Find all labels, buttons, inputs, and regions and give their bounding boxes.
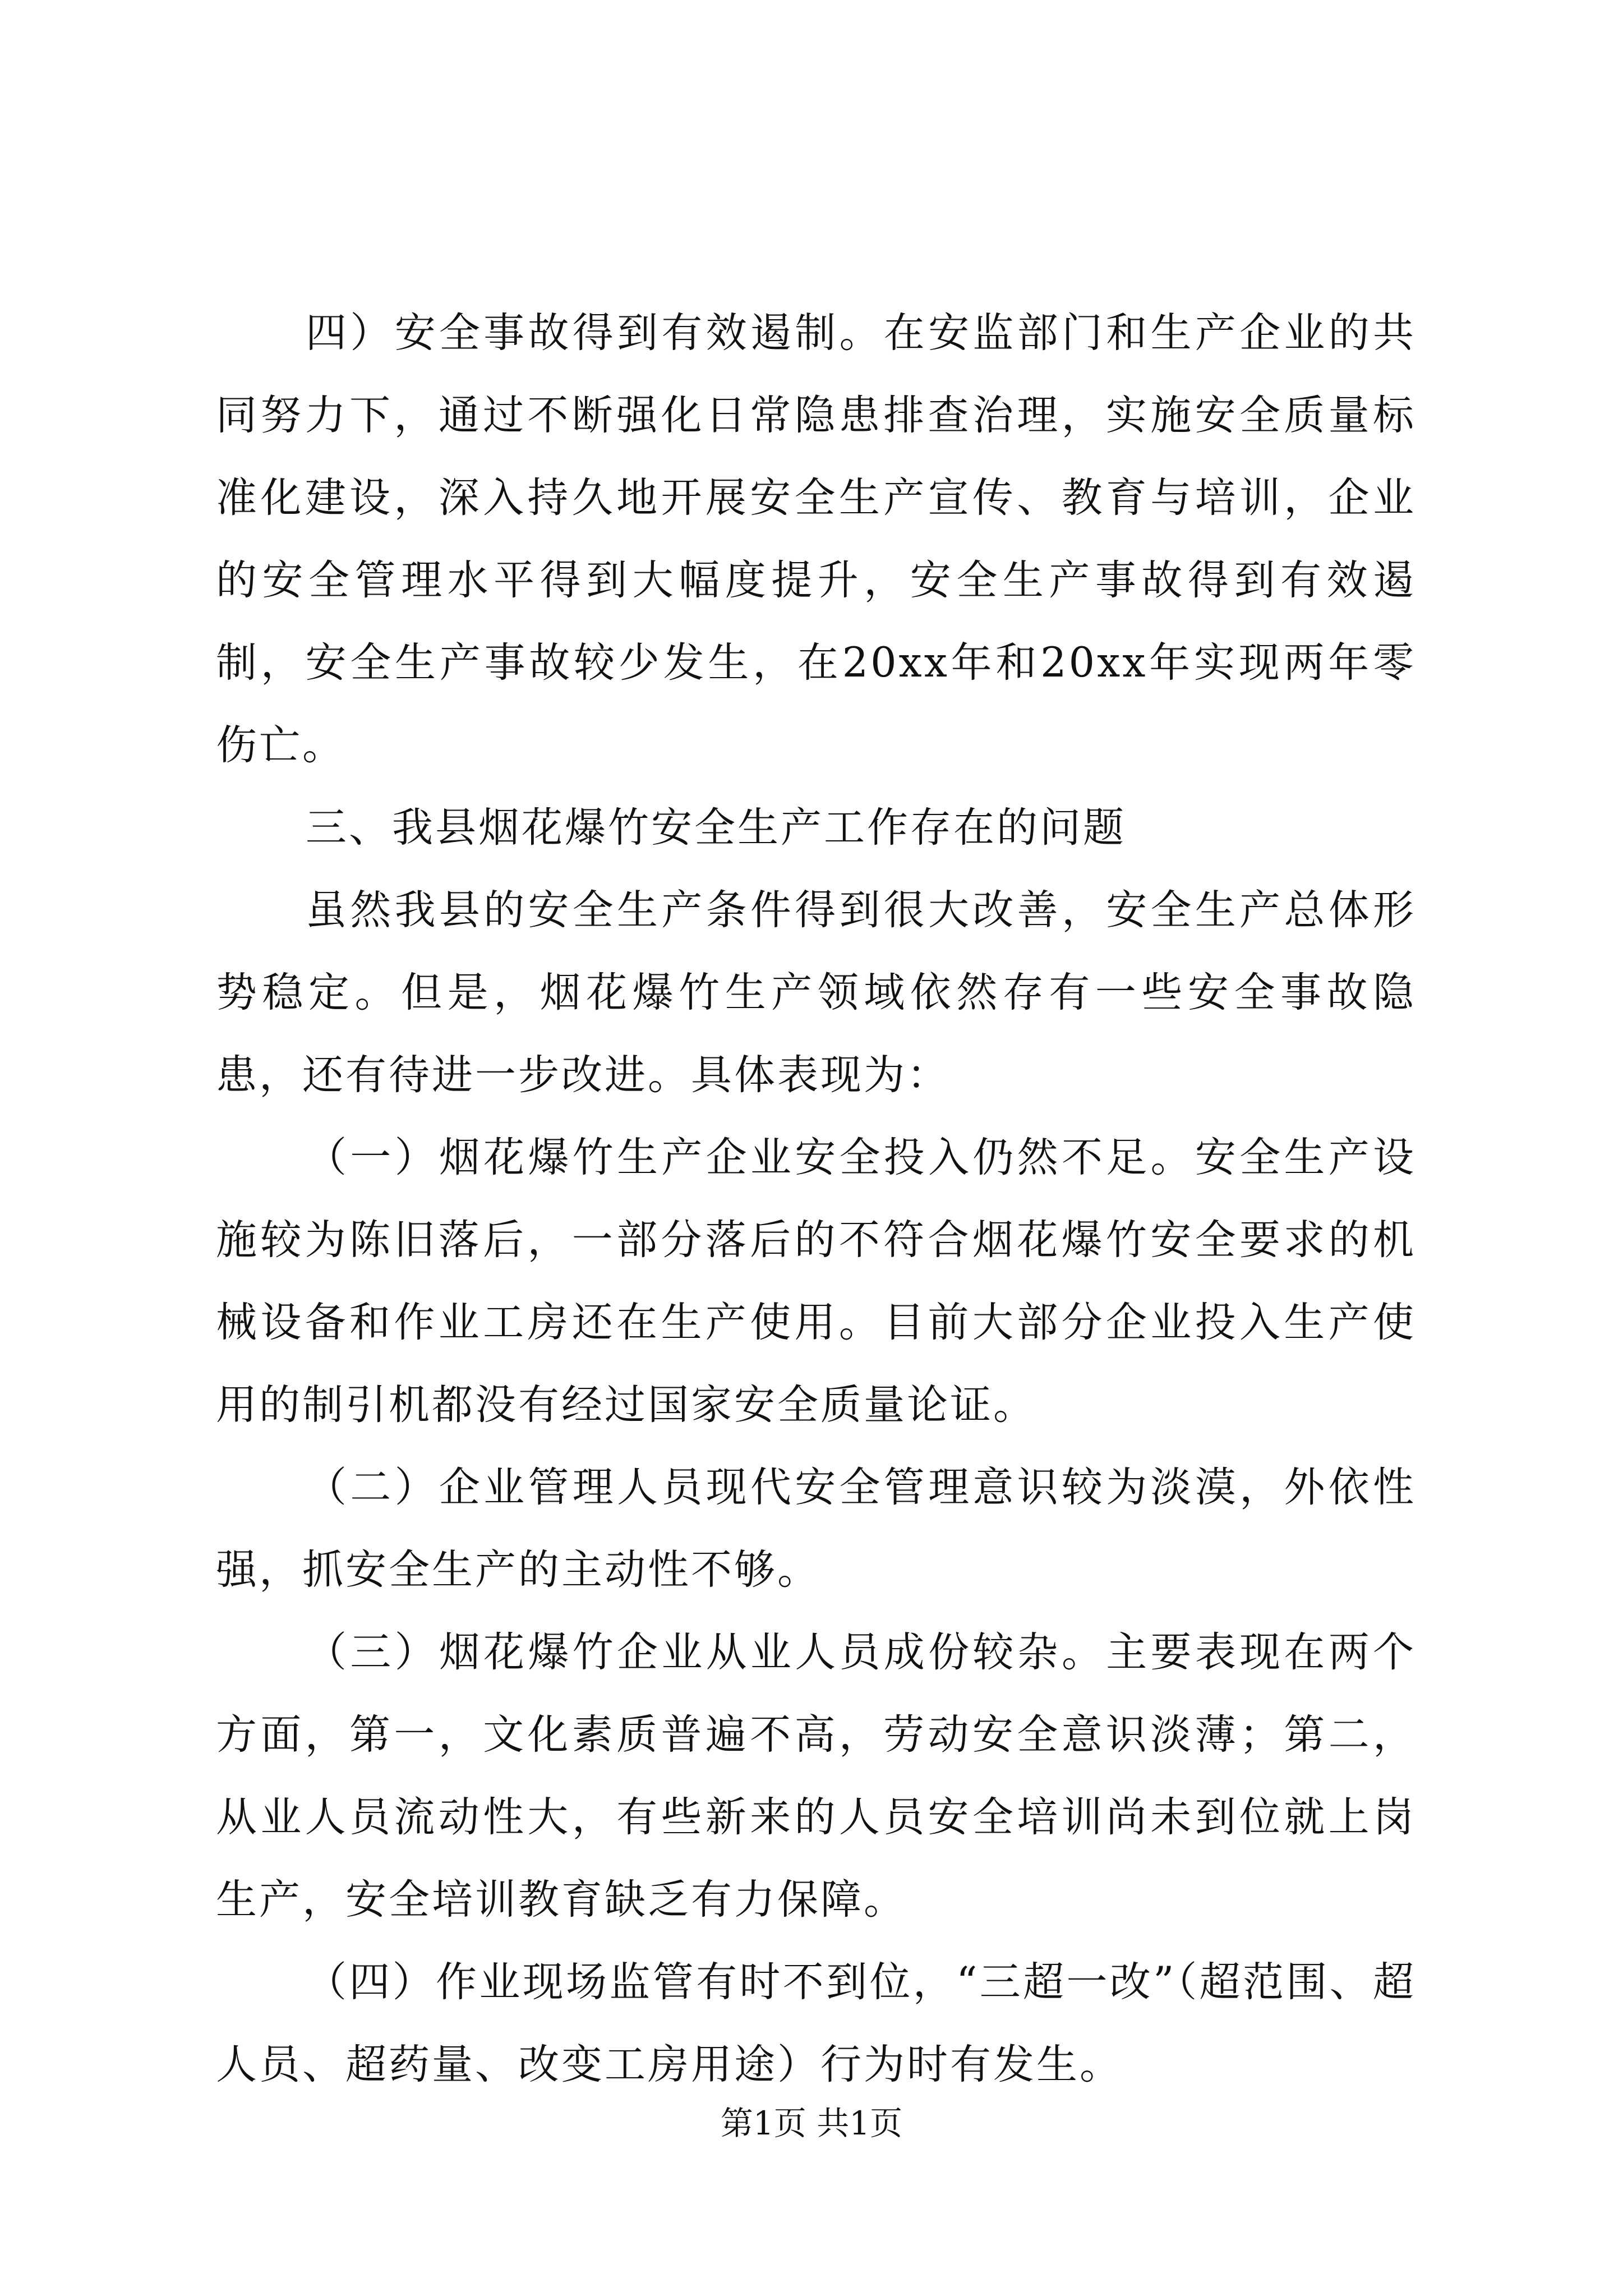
paragraph-item-1: （一）烟花爆竹生产企业安全投入仍然不足。安全生产设施较为陈旧落后，一部分落后的不符合烟花爆竹安全要求的机械设备和作业工房还在生产使用。目前大部分企业投入生产使用的制引机都没有经过国家安全质量论证。 xyxy=(216,1134,1416,1429)
paragraph-item-4: （四）作业现场监管有时不到位，“三超一改”（超范围、超人员、超药量、改变工房用途）行为时有发生。 xyxy=(216,1958,1416,2088)
paragraph-overview: 虽然我县的安全生产条件得到很大改善，安全生产总体形势稳定。但是，烟花爆竹生产领域依然存有一些安全事故隐患，还有待进一步改进。具体表现为： xyxy=(216,886,1416,1099)
paragraph-item-2: （二）企业管理人员现代安全管理意识较为淡漠，外依性强，抓安全生产的主动性不够。 xyxy=(216,1464,1416,1594)
paragraph-accident-control: 四）安全事故得到有效遏制。在安监部门和生产企业的共同努力下，通过不断强化日常隐患排查治理，实施安全质量标准化建设，深入持久地开展安全生产宣传、教育与培训，企业的安全管理水平得到大幅度提升，安全生产事故得到有效遏制，安全生产事故较少发生，在20xx年和20xx年实现两年零伤亡。 xyxy=(216,309,1416,769)
page-footer: 第1页 共1页 xyxy=(720,2104,903,2142)
paragraph-item-3: （三）烟花爆竹企业从业人员成份较杂。主要表现在两个方面，第一，文化素质普遍不高，劳动安全意识淡薄；第二，从业人员流动性大，有些新来的人员安全培训尚未到位就上岗生产，安全培训教育缺乏有力保障。 xyxy=(216,1628,1416,1924)
document-body xyxy=(216,292,1416,2106)
section-heading-problems: 三、我县烟花爆竹安全生产工作存在的问题 xyxy=(306,804,1126,852)
